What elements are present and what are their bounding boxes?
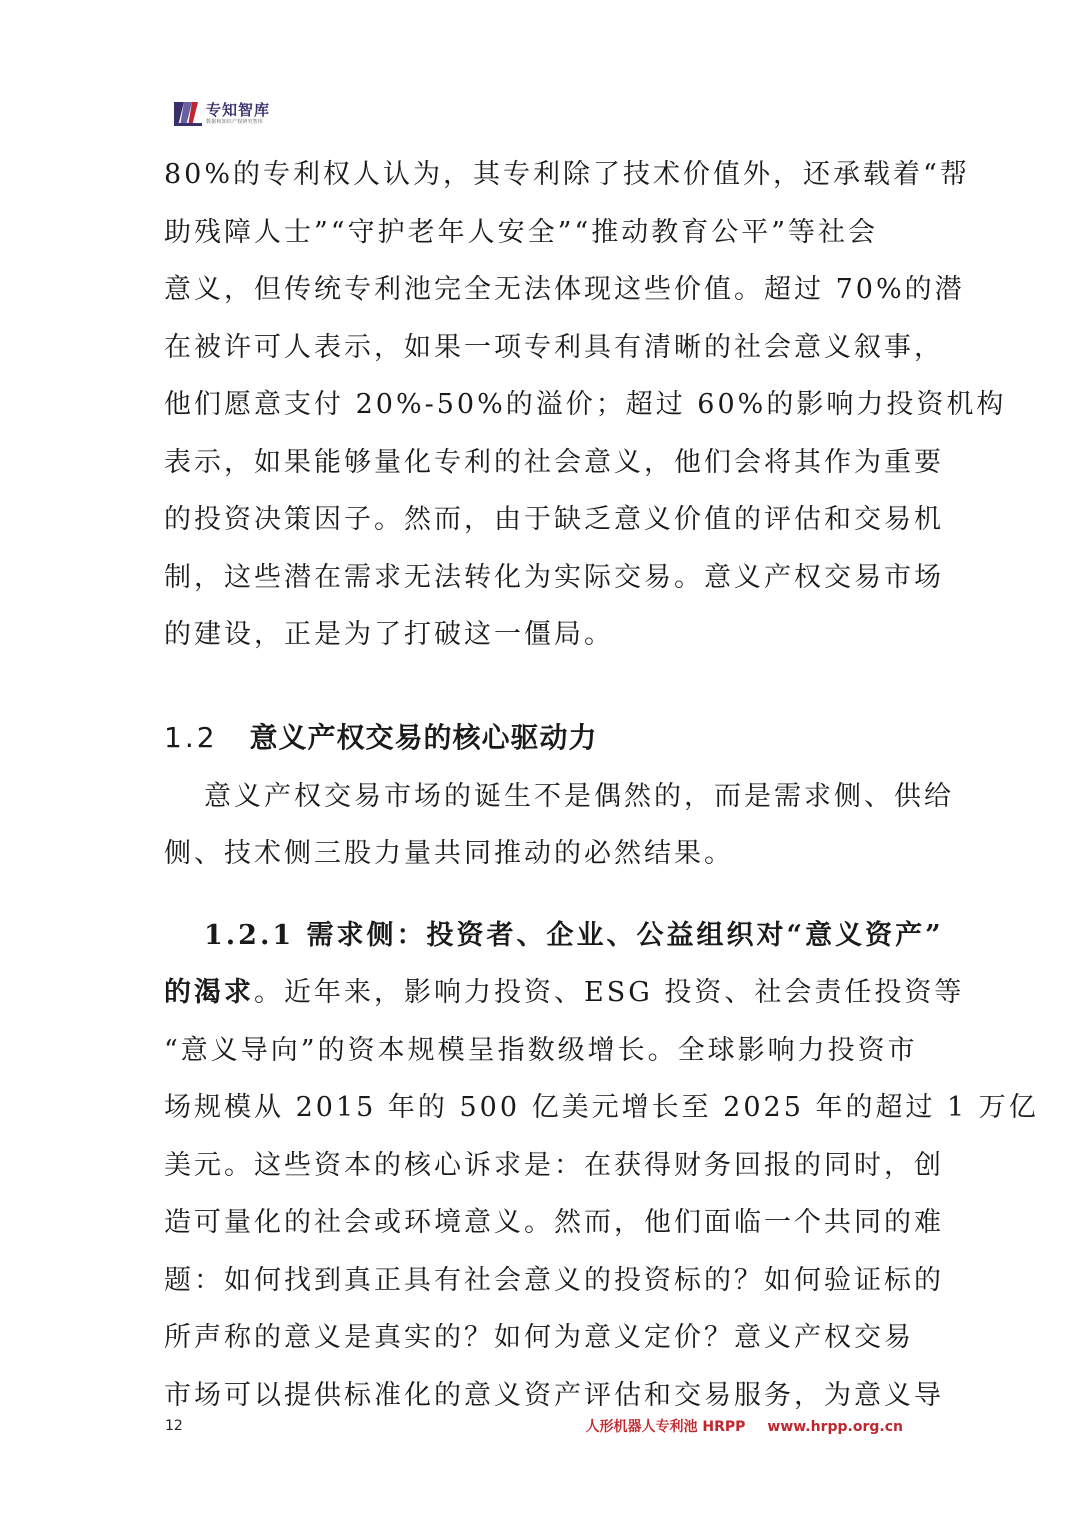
- text-line: 他们愿意支付 20%-50%的溢价；超过 60%的影响力投资机构: [164, 389, 1007, 420]
- text-line: 意义，但传统专利池完全无法体现这些价值。超过 70%的潜: [164, 274, 965, 305]
- text-line: [164, 964, 965, 1022]
- subsection-heading-1-2-1: 1.2.1 需求侧：投资者、企业、公益组织对“意义资产”: [204, 919, 944, 951]
- text-line: 侧、技术侧三股力量共同推动的必然结果。: [164, 838, 734, 869]
- paragraph-3: [164, 907, 1039, 1425]
- section-number: 1.2: [164, 720, 218, 754]
- text-line: 市场可以提供标准化的意义资产评估和交易服务，为意义导: [164, 1379, 944, 1411]
- zhuanzhi-logo-icon: [174, 102, 202, 126]
- document-body: [164, 146, 1039, 1424]
- logo-title: 专知智库: [206, 101, 271, 119]
- text-line: 表示，如果能够量化专利的社会意义，他们会将其作为重要: [164, 446, 944, 478]
- section-title: 意义产权交易的核心驱动力: [249, 720, 598, 754]
- section-heading-1-2: [164, 718, 924, 758]
- text-line: 助残障人士”“守护老年人安全”“推动教育公平”等社会: [164, 216, 879, 248]
- text-line: 的建设，正是为了打破这一僵局。: [164, 619, 614, 650]
- text-line: 场规模从 2015 年的 500 亿美元增长至 2025 年的超过 1 万亿: [164, 1092, 1039, 1123]
- header-logo: [174, 97, 270, 131]
- paragraph-2: [164, 768, 954, 883]
- logo-subtitle: 数据和知识产权研究智库: [206, 119, 264, 125]
- text-line: 题：如何找到真正具有社会意义的投资标的？如何验证标的: [164, 1264, 944, 1296]
- text-line: “意义导向”的资本规模呈指数级增长。全球影响力投资市: [164, 1034, 918, 1066]
- text-line: 造可量化的社会或环境意义。然而，他们面临一个共同的难: [164, 1207, 944, 1238]
- text-line: 美元。这些资本的核心诉求是：在获得财务回报的同时，创: [164, 1149, 944, 1181]
- footer-org: 人形机器人专利池 HRPP: [585, 1419, 746, 1435]
- text-line: 在被许可人表示，如果一项专利具有清晰的社会意义叙事，: [164, 331, 944, 363]
- page-footer: [0, 1412, 1080, 1442]
- text-line: 意义产权交易市场的诞生不是偶然的，而是需求侧、供给: [204, 780, 954, 812]
- text-line-rest: 。近年来，影响力投资、ESG 投资、社会责任投资等: [254, 977, 965, 1008]
- paragraph-1: [164, 146, 1007, 664]
- text-line: 制，这些潜在需求无法转化为实际交易。意义产权交易市场: [164, 561, 944, 593]
- page-number: 12: [165, 1418, 183, 1434]
- text-line: 80%的专利权人认为，其专利除了技术价值外，还承载着“帮: [164, 159, 970, 190]
- footer-branding: [586, 1416, 904, 1436]
- footer-url-link[interactable]: www.hrpp.org.cn: [767, 1419, 903, 1435]
- subsection-heading-tail: 的渴求: [164, 977, 254, 1008]
- text-line: 所声称的意义是真实的？如何为意义定价？意义产权交易: [164, 1322, 914, 1353]
- text-line: 的投资决策因子。然而，由于缺乏意义价值的评估和交易机: [164, 504, 944, 535]
